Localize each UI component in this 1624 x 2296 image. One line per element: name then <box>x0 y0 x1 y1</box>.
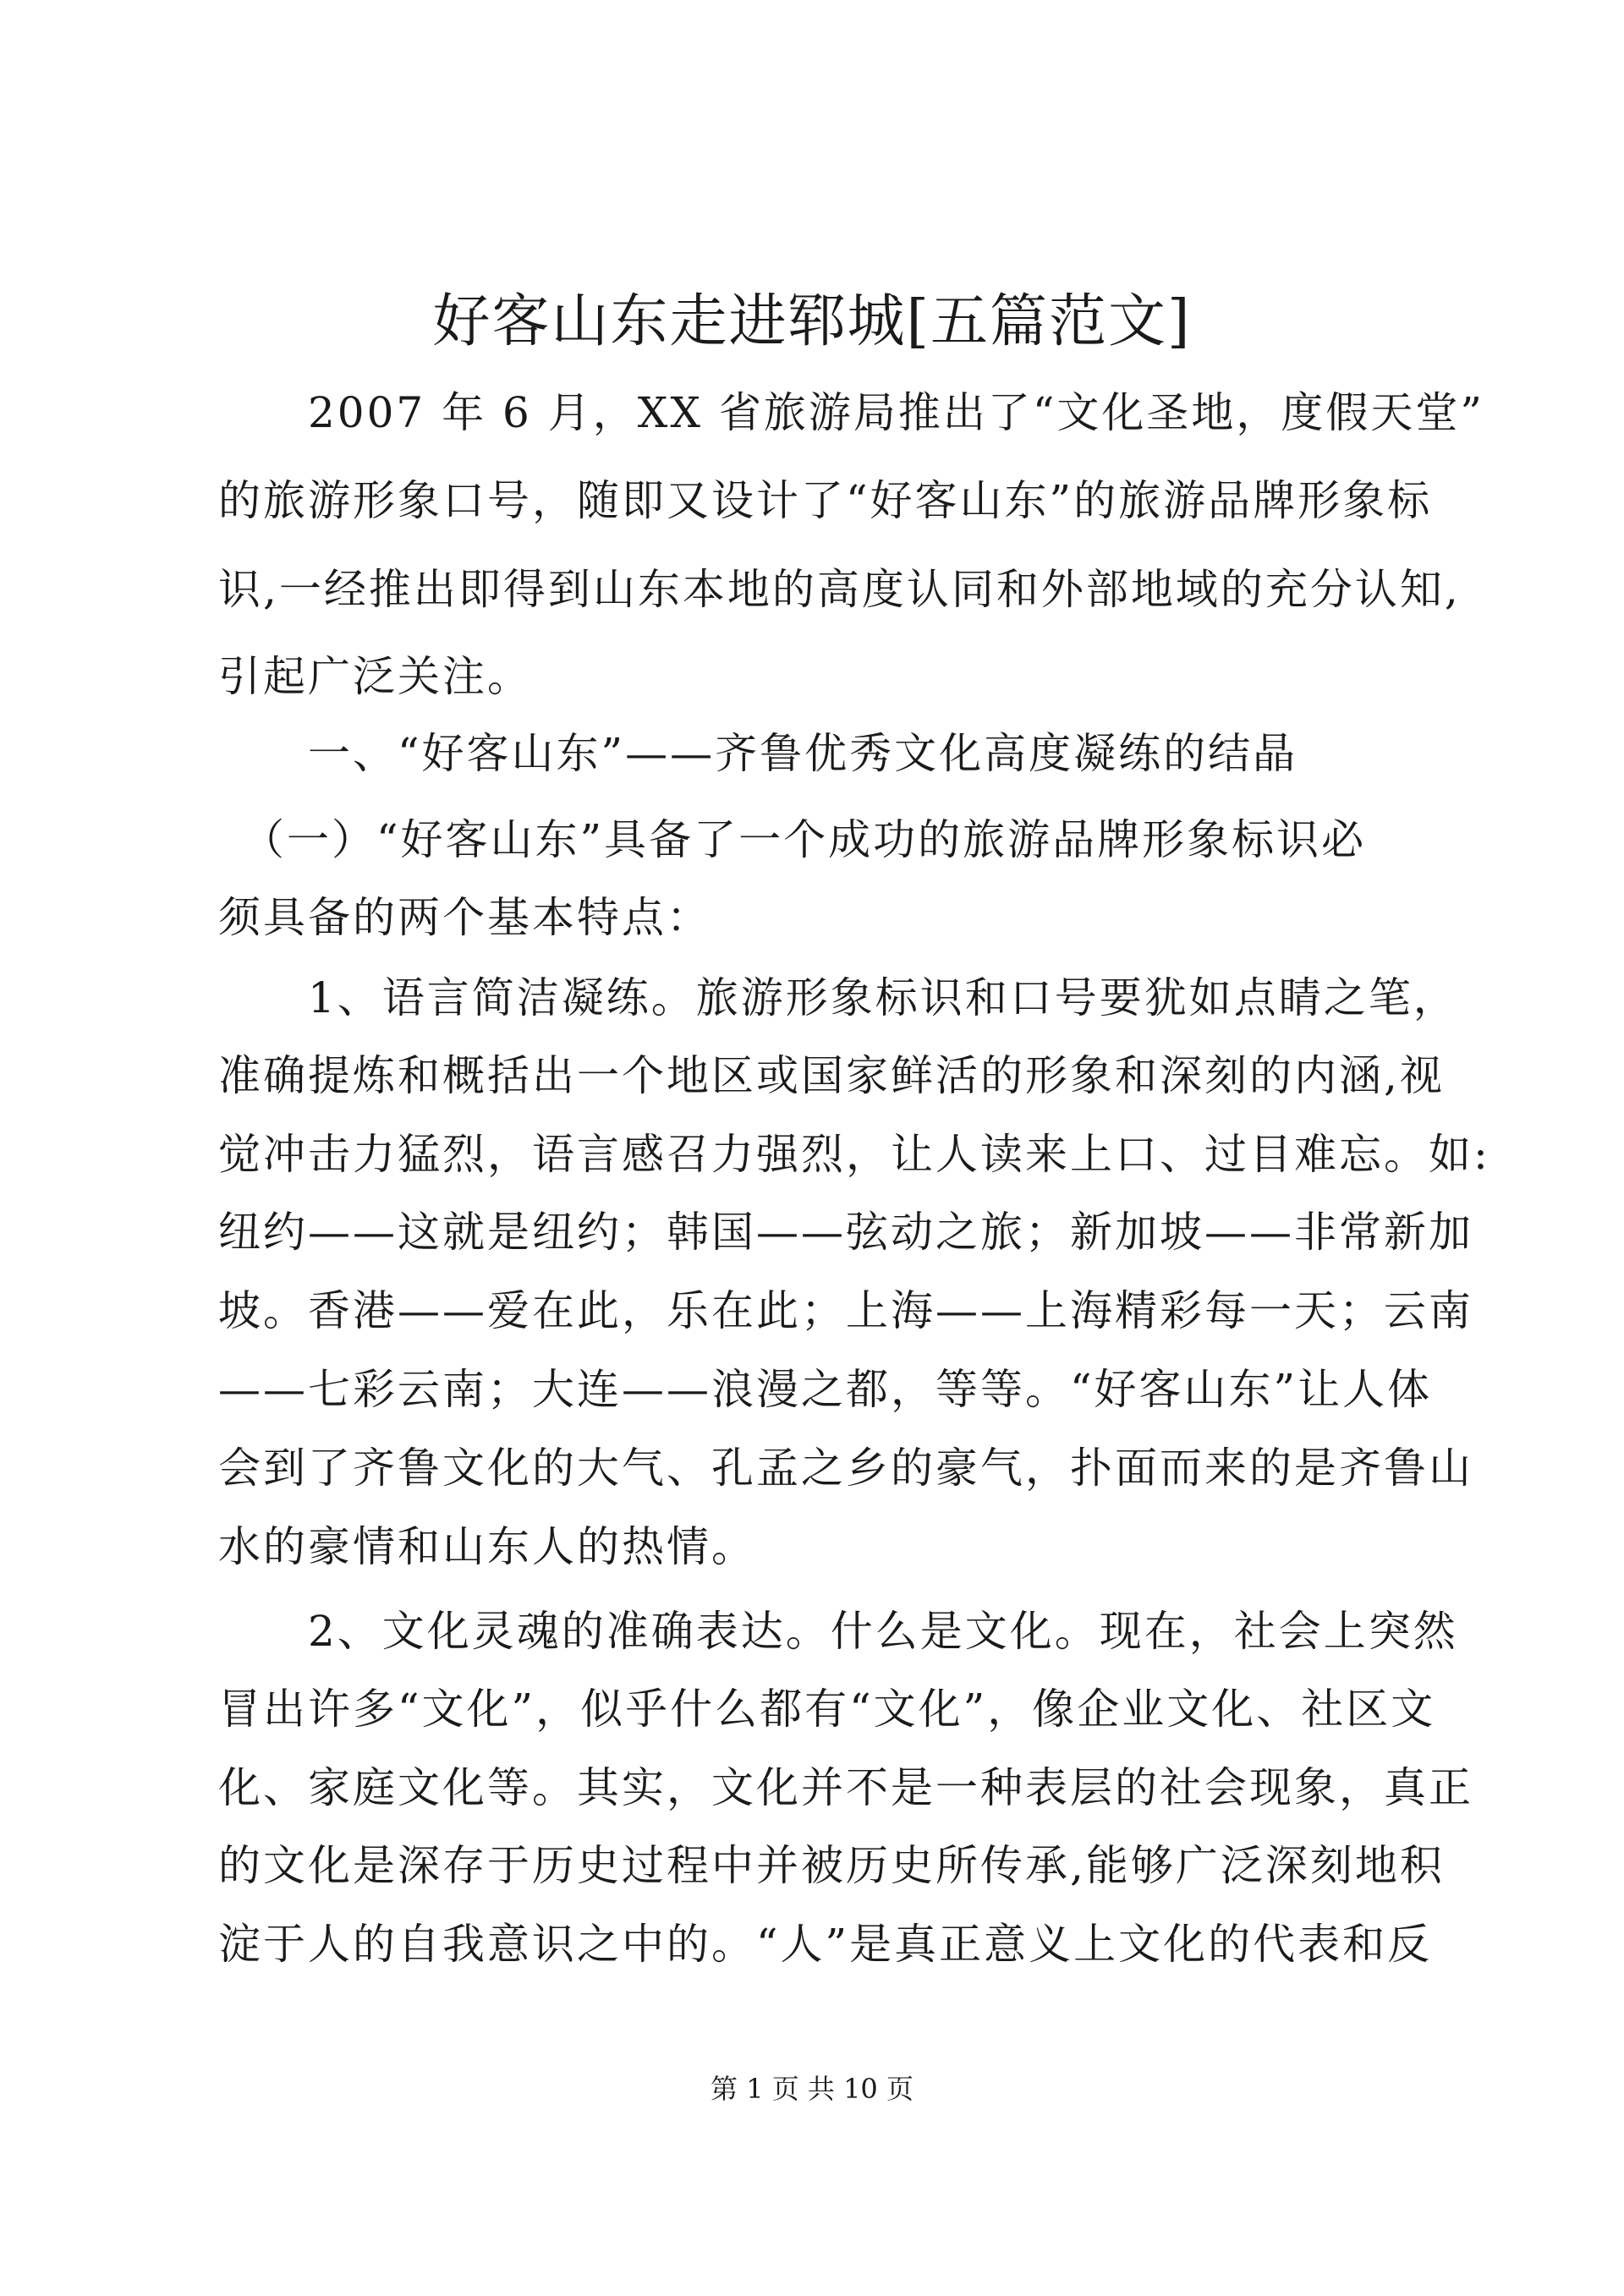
body-line-6: 准确提炼和概括出一个地区或国家鲜活的形象和深刻的内涵,视 <box>218 1051 1445 1100</box>
document-title: 好客山东走进郓城[五篇范文] <box>432 288 1192 355</box>
body-line-4: 引起广泛关注。 <box>218 652 532 701</box>
body-line-12: 水的豪情和山东人的热情。 <box>218 1522 756 1571</box>
body-line-16: 的文化是深存于历史过程中并被历史所传承,能够广泛深刻地积 <box>218 1841 1445 1890</box>
body-line-7: 觉冲击力猛烈，语言感召力强烈，让人读来上口、过目难忘。如: <box>218 1130 1490 1179</box>
body-line-8: 纽约——这就是纽约；韩国——弦动之旅；新加坡——非常新加 <box>218 1208 1473 1257</box>
body-line-14: 冒出许多“文化”，似乎什么都有“文化”，像企业文化、社区文 <box>218 1685 1436 1734</box>
body-line-10: ——七彩云南；大连——浪漫之都，等等。“好客山东”让人体 <box>218 1365 1433 1414</box>
body-line-11: 会到了齐鲁文化的大气、孔孟之乡的豪气，扑面而来的是齐鲁山 <box>218 1444 1473 1493</box>
body-line-15: 化、家庭文化等。其实，文化并不是一种表层的社会现象，真正 <box>218 1763 1473 1812</box>
body-line-13: 2、文化灵魂的准确表达。什么是文化。现在，社会上突然 <box>218 1607 1458 1656</box>
subheading-line-2: 须具备的两个基本特点： <box>218 893 711 942</box>
page-number: 第 1 页 共 10 页 <box>710 2073 914 2105</box>
body-line-17: 淀于人的自我意识之中的。“人”是真正意义上文化的代表和反 <box>218 1920 1433 1969</box>
body-line-2: 的旅游形象口号，随即又设计了“好客山东”的旅游品牌形象标 <box>218 476 1433 525</box>
body-line-3: 识,一经推出即得到山东本地的高度认同和外部地域的充分认知, <box>218 565 1461 614</box>
subheading-line-1: （一）“好客山东”具备了一个成功的旅游品牌形象标识必 <box>218 815 1367 864</box>
body-line-5: 1、语言简洁凝练。旅游形象标识和口号要犹如点睛之笔， <box>218 973 1458 1022</box>
body-line-9: 坡。香港——爱在此，乐在此；上海——上海精彩每一天；云南 <box>218 1286 1473 1335</box>
heading-line-1: 一、“好客山东”——齐鲁优秀文化高度凝练的结晶 <box>218 729 1298 778</box>
body-line-1: 2007 年 6 月，XX 省旅游局推出了“文化圣地，度假天堂” <box>218 388 1484 437</box>
